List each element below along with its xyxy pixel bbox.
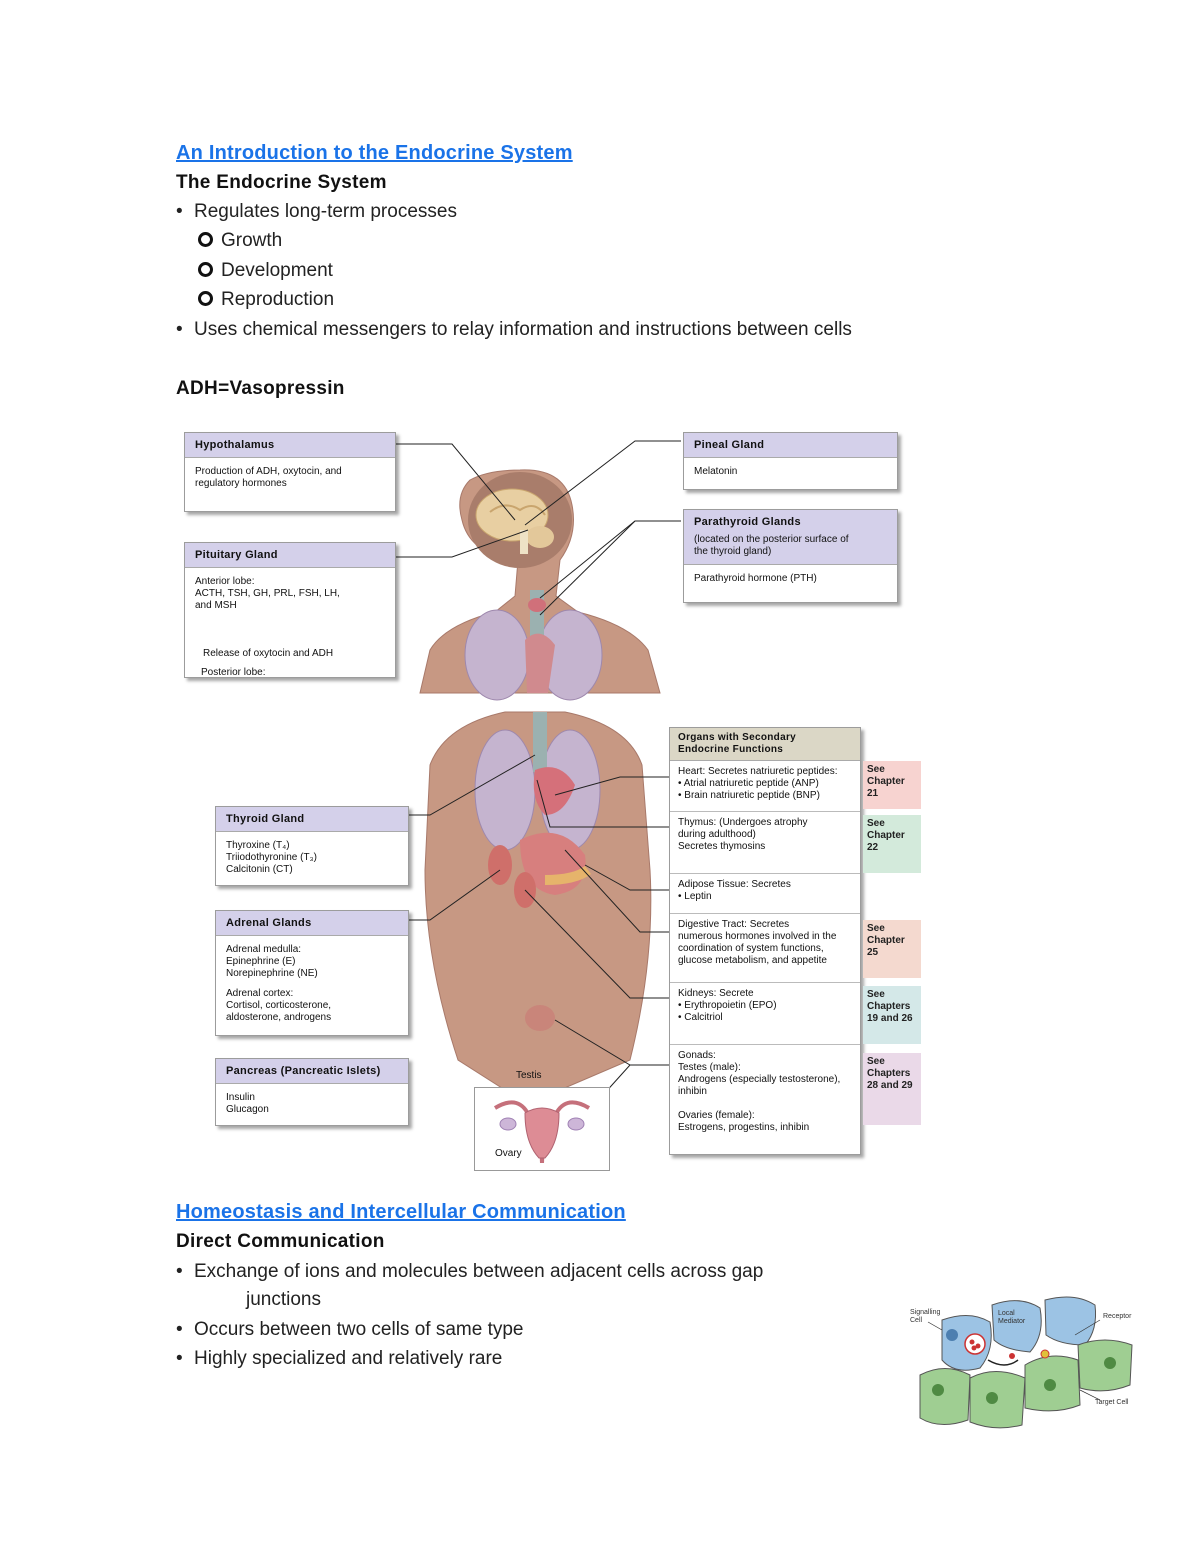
thyroid-box xyxy=(215,806,409,886)
endocrine-system-heading: The Endocrine System xyxy=(176,172,387,193)
pineal-box xyxy=(683,432,898,490)
bullet-item xyxy=(176,1348,502,1370)
parathyroid-box xyxy=(683,509,898,603)
testis-label: Testis xyxy=(516,1070,542,1081)
bullet-text: Exchange of ions and molecules between adjacent cells across gap xyxy=(194,1261,764,1282)
pituitary-title: Pituitary Gland xyxy=(185,543,395,568)
parathyroid-title: Parathyroid Glands xyxy=(684,510,897,530)
parathyroid-hormone: Parathyroid hormone (PTH) xyxy=(694,573,817,584)
bullet-icon: • xyxy=(176,1348,183,1369)
ovary-label: Ovary xyxy=(495,1148,522,1159)
bullet-text: Uses chemical messengers to relay information and instructions between cells xyxy=(194,319,852,340)
local-mediator-label: Local Mediator xyxy=(998,1310,1026,1325)
pituitary-box xyxy=(184,542,396,678)
pituitary-posterior-text: Posterior lobe: xyxy=(201,667,266,678)
sub-bullet-text: Reproduction xyxy=(221,289,335,310)
hypothalamus-text: Production of ADH, oxytocin, and regulatory hormones xyxy=(195,466,342,489)
bullet-continuation: junctions xyxy=(246,1289,321,1310)
adh-heading: ADH=Vasopressin xyxy=(176,378,345,399)
signalling-cell-label: Signalling Cell xyxy=(910,1309,941,1324)
adrenal-box xyxy=(215,910,409,1036)
chapter-tag: See Chapter 21 xyxy=(863,761,921,809)
upper-figure-illustration xyxy=(420,470,660,700)
hypothalamus-box xyxy=(184,432,396,512)
pancreas-box xyxy=(215,1058,409,1126)
pituitary-anterior-text: Anterior lobe: ACTH, TSH, GH, PRL, FSH, LH, and MSH xyxy=(195,576,340,611)
section-link-heading-intro[interactable]: An Introduction to the Endocrine System xyxy=(176,142,573,164)
receptor-label: Receptor xyxy=(1103,1313,1132,1320)
secondary-gonads-section: Gonads: Testes (male): Androgens (especially testosterone), inhibin Ovaries (female): Estrogens, progestins, inhibin xyxy=(678,1050,841,1133)
pancreas-title: Pancreas (Pancreatic Islets) xyxy=(216,1059,408,1084)
thyroid-title: Thyroid Gland xyxy=(216,807,408,832)
chapter-tag: See Chapters 19 and 26 xyxy=(863,986,921,1044)
bullet-icon: • xyxy=(176,1261,183,1282)
bullet-text: Regulates long-term processes xyxy=(194,201,457,222)
pituitary-release-text: Release of oxytocin and ADH xyxy=(203,648,334,659)
bullet-text: Occurs between two cells of same type xyxy=(194,1319,524,1340)
bullet-item xyxy=(176,1319,523,1341)
secondary-heart-section: Heart: Secretes natriuretic peptides: • Atrial natriuretic peptide (ANP) • Brain natriuretic peptide (BNP) xyxy=(670,761,860,812)
secondary-thymus-section: Thymus: (Undergoes atrophy during adulthood) Secretes thymosins xyxy=(670,812,860,874)
thyroid-text: Thyroxine (T₄) Triiodothyronine (T₃) Calcitonin (CT) xyxy=(226,840,317,875)
pancreas-text: Insulin Glucagon xyxy=(226,1092,269,1115)
secondary-adipose-section: Adipose Tissue: Secretes • Leptin xyxy=(670,874,860,914)
bullet-icon: • xyxy=(176,1319,183,1340)
pineal-title: Pineal Gland xyxy=(684,433,897,458)
chapter-tag: See Chapter 22 xyxy=(863,815,921,873)
adrenal-medulla-text: Adrenal medulla: Epinephrine (E) Norepinephrine (NE) xyxy=(226,944,318,979)
secondary-organs-title: Organs with Secondary Endocrine Functions xyxy=(670,728,860,761)
sub-bullet-text: Development xyxy=(221,260,333,281)
sub-bullet-text: Growth xyxy=(221,230,283,251)
mediator-arrow xyxy=(988,1360,1018,1365)
secondary-kidneys-section: Kidneys: Secrete • Erythropoietin (EPO) • Calcitriol xyxy=(670,983,860,1045)
secondary-organs-box xyxy=(669,727,861,1155)
target-cell-label: Target Cell xyxy=(1095,1399,1129,1406)
section-link-heading-homeostasis[interactable]: Homeostasis and Intercellular Communication xyxy=(176,1201,626,1223)
parathyroid-location: (located on the posterior surface of the thyroid gland) xyxy=(684,530,897,565)
cell-communication-diagram xyxy=(900,1290,1150,1440)
adrenal-title: Adrenal Glands xyxy=(216,911,408,936)
pineal-text: Melatonin xyxy=(694,466,738,477)
ovary-inset xyxy=(474,1087,610,1171)
bullet-icon: • xyxy=(176,201,183,222)
lower-figure-illustration xyxy=(425,712,651,1090)
bullet-icon: • xyxy=(176,319,183,340)
chapter-tag: See Chapters 28 and 29 xyxy=(863,1053,921,1125)
bullet-item xyxy=(176,1261,763,1283)
chapter-tag: See Chapter 25 xyxy=(863,920,921,978)
adrenal-cortex-text: Adrenal cortex: Cortisol, corticosterone, aldosterone, androgens xyxy=(226,988,332,1023)
hypothalamus-title: Hypothalamus xyxy=(185,433,395,458)
bullet-text: Highly specialized and relatively rare xyxy=(194,1348,503,1369)
secondary-digestive-section: Digestive Tract: Secretes numerous hormones involved in the coordination of system functions, glucose metabolism, and appetite xyxy=(670,914,860,983)
direct-communication-heading: Direct Communication xyxy=(176,1231,385,1252)
